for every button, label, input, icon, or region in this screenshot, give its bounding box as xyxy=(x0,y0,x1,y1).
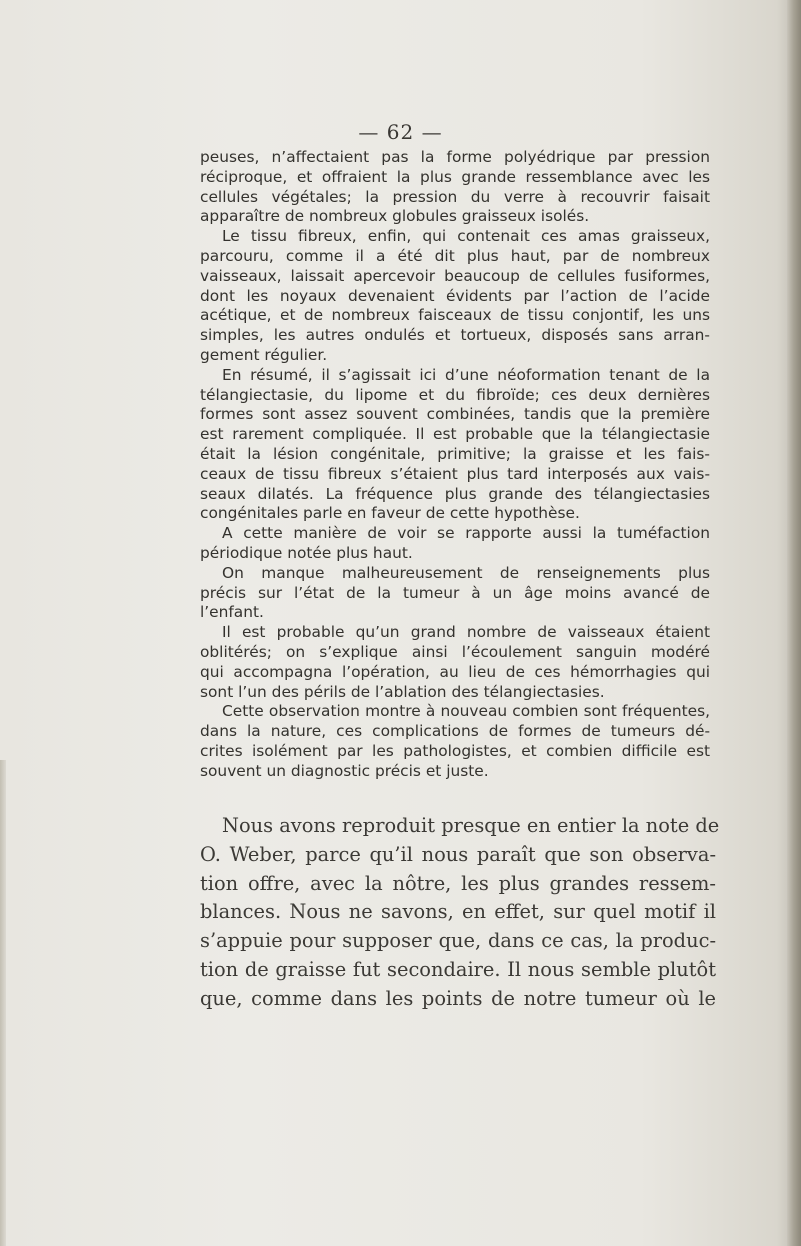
text-line: En résumé, il s’agissait ici d’une néoformation tenant de la xyxy=(222,365,710,384)
text-line: cellules végétales; la pression du verre à recouvrir faisait xyxy=(200,187,710,206)
text-line: qui accompagna l’opération, au lieu de ces hémorrhagies qui xyxy=(200,662,710,681)
text-line: parcouru, comme il a été dit plus haut, par de nombreux xyxy=(200,246,710,265)
paragraph xyxy=(200,366,710,524)
text-line: télangiectasie, du lipome et du fibroïde; ces deux dernières xyxy=(200,385,710,404)
text-line: formes sont assez souvent combinées, tandis que la première xyxy=(200,405,710,424)
paragraph xyxy=(200,702,710,781)
text-line: vaisseaux, laissait apercevoir beaucoup de cellules fusiformes, xyxy=(200,266,710,285)
paragraph xyxy=(200,564,710,623)
text-line: l’enfant. xyxy=(200,603,264,622)
text-line: acétique, et de nombreux faisceaux de tissu conjontif, les uns xyxy=(200,306,710,325)
text-line: sont l’un des périls de l’ablation des télangiectasies. xyxy=(200,682,605,701)
text-line: souvent un diagnostic précis et juste. xyxy=(200,761,489,780)
text-line: réciproque, et offraient la plus grande ressemblance avec les xyxy=(200,167,710,186)
text-line: s’appuie pour supposer que, dans ce cas, la produc- xyxy=(200,929,716,953)
text-line: dont les noyaux devenaient évidents par l’action de l’acide xyxy=(200,286,710,305)
text-line: précis sur l’état de la tumeur à un âge moins avancé de xyxy=(200,583,710,602)
text-line: simples, les autres ondulés et tortueux, disposés sans arran- xyxy=(200,326,710,345)
text-line: congénitales parle en faveur de cette hypothèse. xyxy=(200,504,580,523)
paragraph xyxy=(200,227,710,366)
text-line: ceaux de tissu fibreux s’étaient plus tard interposés aux vais- xyxy=(200,464,710,483)
body-text-large xyxy=(200,812,720,1014)
text-line: tion offre, avec la nôtre, les plus grandes ressem- xyxy=(200,871,716,895)
paragraph xyxy=(200,148,710,227)
text-line: On manque malheureusement de renseignements plus xyxy=(222,563,710,582)
text-line: Il est probable qu’un grand nombre de vaisseaux étaient xyxy=(222,623,710,642)
page-edge-stain xyxy=(0,760,6,1246)
page-number: — 62 — xyxy=(358,120,443,144)
text-line: gement régulier. xyxy=(200,345,328,364)
paragraph xyxy=(200,524,710,564)
text-line: apparaître de nombreux globules graisseux isolés. xyxy=(200,207,590,226)
text-line: blances. Nous ne savons, en effet, sur quel motif il xyxy=(200,900,716,924)
text-line: crites isolément par les pathologistes, et combien difficile est xyxy=(200,741,710,760)
page-edge-shadow xyxy=(787,0,801,1246)
text-line: oblitérés; on s’explique ainsi l’écoulement sanguin modéré xyxy=(200,642,710,661)
text-line: tion de graisse fut secondaire. Il nous semble plutôt xyxy=(200,957,716,981)
text-line: A cette manière de voir se rapporte aussi la tuméfaction xyxy=(222,524,710,543)
paragraph xyxy=(200,623,710,702)
text-line: était la lésion congénitale, primitive; la graisse et les fais- xyxy=(200,444,710,463)
text-line: Nous avons reproduit presque en entier la note de xyxy=(222,814,720,837)
text-line: est rarement compliquée. Il est probable que la télangiectasie xyxy=(200,425,710,444)
text-line: Cette observation montre à nouveau combien sont fréquentes, xyxy=(222,702,710,721)
text-line: seaux dilatés. La fréquence plus grande des télangiectasies xyxy=(200,484,710,503)
text-line: O. Weber, parce qu’il nous paraît que son observa- xyxy=(200,842,716,866)
body-text-small xyxy=(200,148,710,782)
text-line: Le tissu fibreux, enfin, qui contenait ces amas graisseux, xyxy=(222,227,710,246)
text-line: périodique notée plus haut. xyxy=(200,543,413,562)
text-line: que, comme dans les points de notre tumeur où le xyxy=(200,986,716,1010)
text-line: peuses, n’affectaient pas la forme polyédrique par pression xyxy=(200,148,710,166)
text-line: dans la nature, ces complications de formes de tumeurs dé- xyxy=(200,722,710,741)
